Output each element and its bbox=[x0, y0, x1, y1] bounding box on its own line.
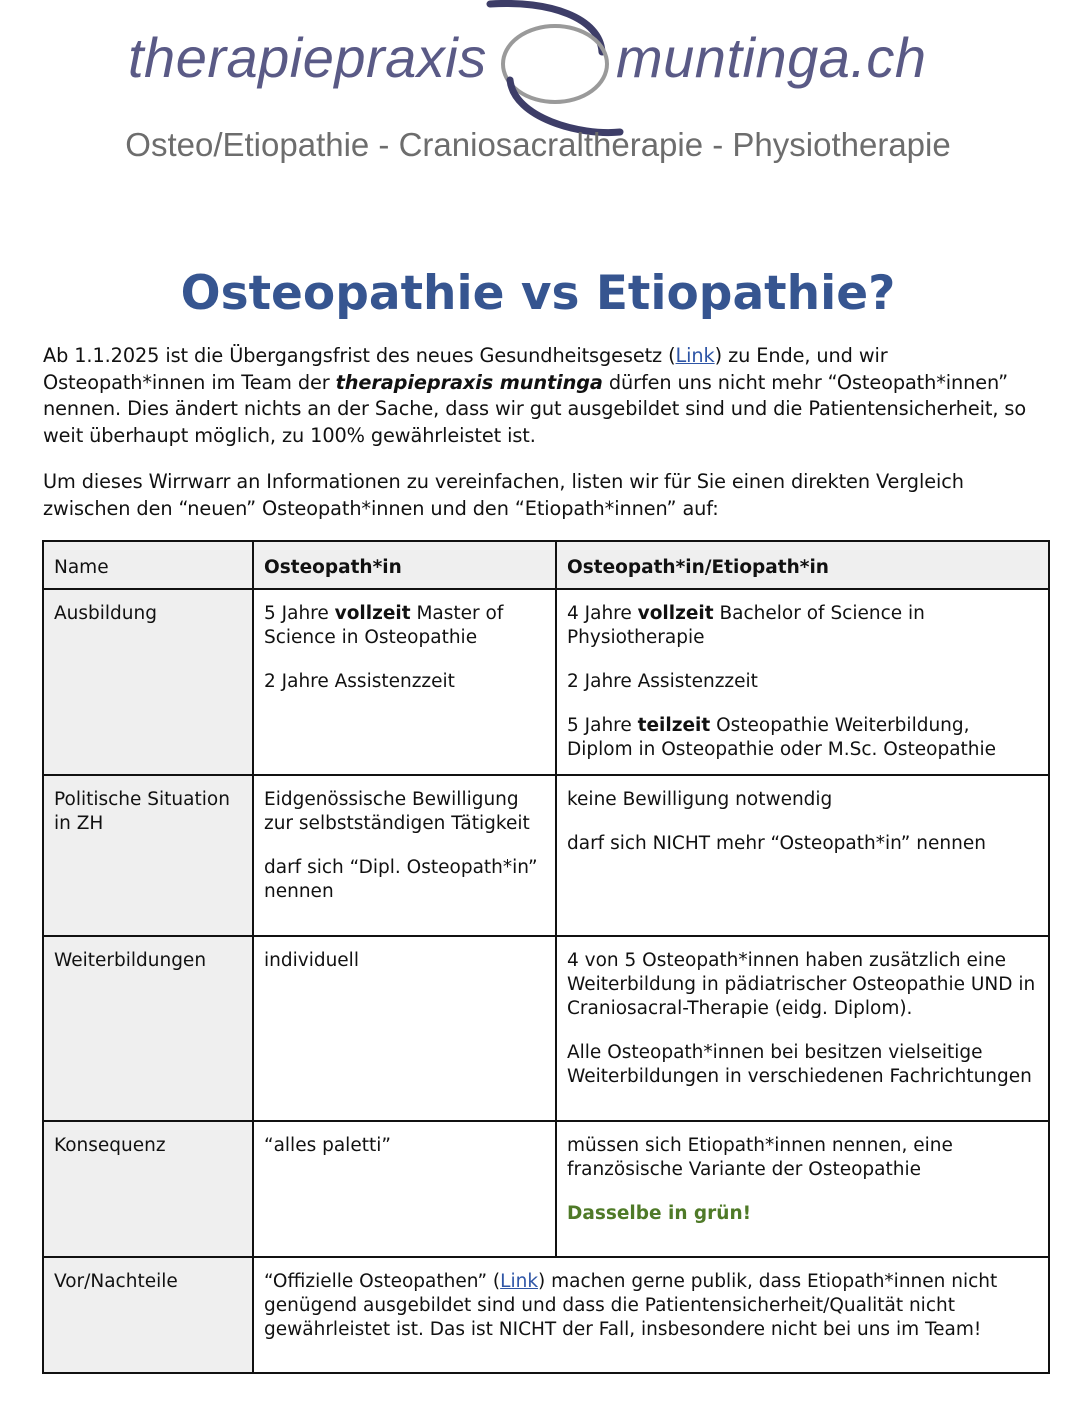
intro-paragraph-2: Um dieses Wirrwarr an Informationen zu vereinfachen, listen wir für Sie einen direkten Vergleich zwischen den “neuen” Osteopath*innen und den “Etiopath*innen” auf: bbox=[43, 470, 964, 520]
cell-line: 5 Jahre teilzeit Osteopathie Weiterbildung, Diplom in Osteopathie oder M.Sc. Osteopathie bbox=[567, 715, 997, 760]
intro-text: dürfen uns nicht mehr “Osteopath*innen” nennen. Dies ändert nichts an der Sache, dass wir gut ausgebildet sind und die Patientensicherheit, so weit überhaupt möglich, zu 100% gewährleistet ist. bbox=[43, 370, 1027, 447]
table-row-politik bbox=[43, 775, 1049, 936]
logo-text-left: therapiepraxis bbox=[128, 26, 487, 89]
tagline: Osteo/Etiopathie - Craniosacraltherapie - Physiotherapie bbox=[125, 126, 951, 163]
header-name: Name bbox=[43, 541, 253, 589]
logo bbox=[0, 0, 1076, 200]
row-label: Vor/Nachteile bbox=[43, 1257, 253, 1373]
cell-line: 5 Jahre vollzeit Master of Science in Osteopathie bbox=[264, 603, 504, 648]
table-cell bbox=[556, 589, 1049, 775]
header-osteopath: Osteopath*in bbox=[253, 541, 556, 589]
row-label: Ausbildung bbox=[43, 589, 253, 775]
table-cell: individuell bbox=[253, 936, 556, 1121]
official-osteopaths-link[interactable]: Link bbox=[500, 1271, 539, 1292]
table-row-konsequenz bbox=[43, 1121, 1049, 1257]
table-row-vornachteile bbox=[43, 1257, 1049, 1373]
cell-line: 4 von 5 Osteopath*innen haben zusätzlich eine Weiterbildung in pädiatrischer Osteopathie UND in Craniosacral-Therapie (eidg. Diplom). bbox=[567, 950, 1036, 1019]
row-label: Politische Situation in ZH bbox=[43, 775, 253, 936]
table-cell bbox=[556, 1121, 1049, 1257]
cell-line: Eidgenössische Bewilligung zur selbstständigen Tätigkeit bbox=[264, 789, 530, 834]
comparison-table bbox=[42, 540, 1050, 1374]
cell-line: 2 Jahre Assistenzzeit bbox=[264, 671, 455, 692]
table-cell bbox=[556, 775, 1049, 936]
intro-paragraph-1 bbox=[43, 343, 1053, 449]
table-row-ausbildung bbox=[43, 589, 1049, 775]
row-label: Konsequenz bbox=[43, 1121, 253, 1257]
cell-line: darf sich NICHT mehr “Osteopath*in” nennen bbox=[567, 833, 986, 854]
table-cell: “alles paletti” bbox=[253, 1121, 556, 1257]
table-header-row bbox=[43, 541, 1049, 589]
table-cell bbox=[253, 775, 556, 936]
header-etiopath: Osteopath*in/Etiopath*in bbox=[556, 541, 1049, 589]
intro-text: ) zu Ende, und wir Osteopath*innen im Team der bbox=[43, 344, 888, 394]
cell-line-highlight: Dasselbe in grün! bbox=[567, 1203, 752, 1224]
law-link[interactable]: Link bbox=[675, 344, 715, 367]
page-title: Osteopathie vs Etiopathie? bbox=[180, 266, 896, 321]
table-cell bbox=[253, 1257, 1049, 1373]
cell-text: ) machen gerne publik, dass Etiopath*innen nicht genügend ausgebildet sind und dass die Patientensicherheit/Qualität nicht gewährleistet ist. Das ist NICHT der Fall, insbesondere nicht bei uns im Team! bbox=[264, 1271, 998, 1340]
table-cell bbox=[253, 589, 556, 775]
intro-text: Ab 1.1.2025 ist die Übergangsfrist des neues Gesundheitsgesetz ( bbox=[43, 344, 676, 367]
brand-name: therapiepraxis muntinga bbox=[335, 370, 603, 394]
cell-text: “Offizielle Osteopathen” ( bbox=[264, 1271, 501, 1292]
cell-line: Alle Osteopath*innen bei besitzen vielseitige Weiterbildungen in verschiedenen Fachrichtungen bbox=[567, 1042, 1032, 1087]
cell-line: keine Bewilligung notwendig bbox=[567, 789, 833, 810]
cell-line: darf sich “Dipl. Osteopath*in” nennen bbox=[264, 857, 538, 902]
logo-text-right: muntinga.ch bbox=[616, 26, 927, 89]
table-row-weiterbildung bbox=[43, 936, 1049, 1121]
row-label: Weiterbildungen bbox=[43, 936, 253, 1121]
cell-line: müssen sich Etiopath*innen nennen, eine französische Variante der Osteopathie bbox=[567, 1135, 953, 1180]
table-cell bbox=[556, 936, 1049, 1121]
cell-line: 2 Jahre Assistenzzeit bbox=[567, 671, 758, 692]
cell-line: 4 Jahre vollzeit Bachelor of Science in Physiotherapie bbox=[567, 603, 925, 648]
logo-swirl-icon bbox=[470, 0, 640, 140]
